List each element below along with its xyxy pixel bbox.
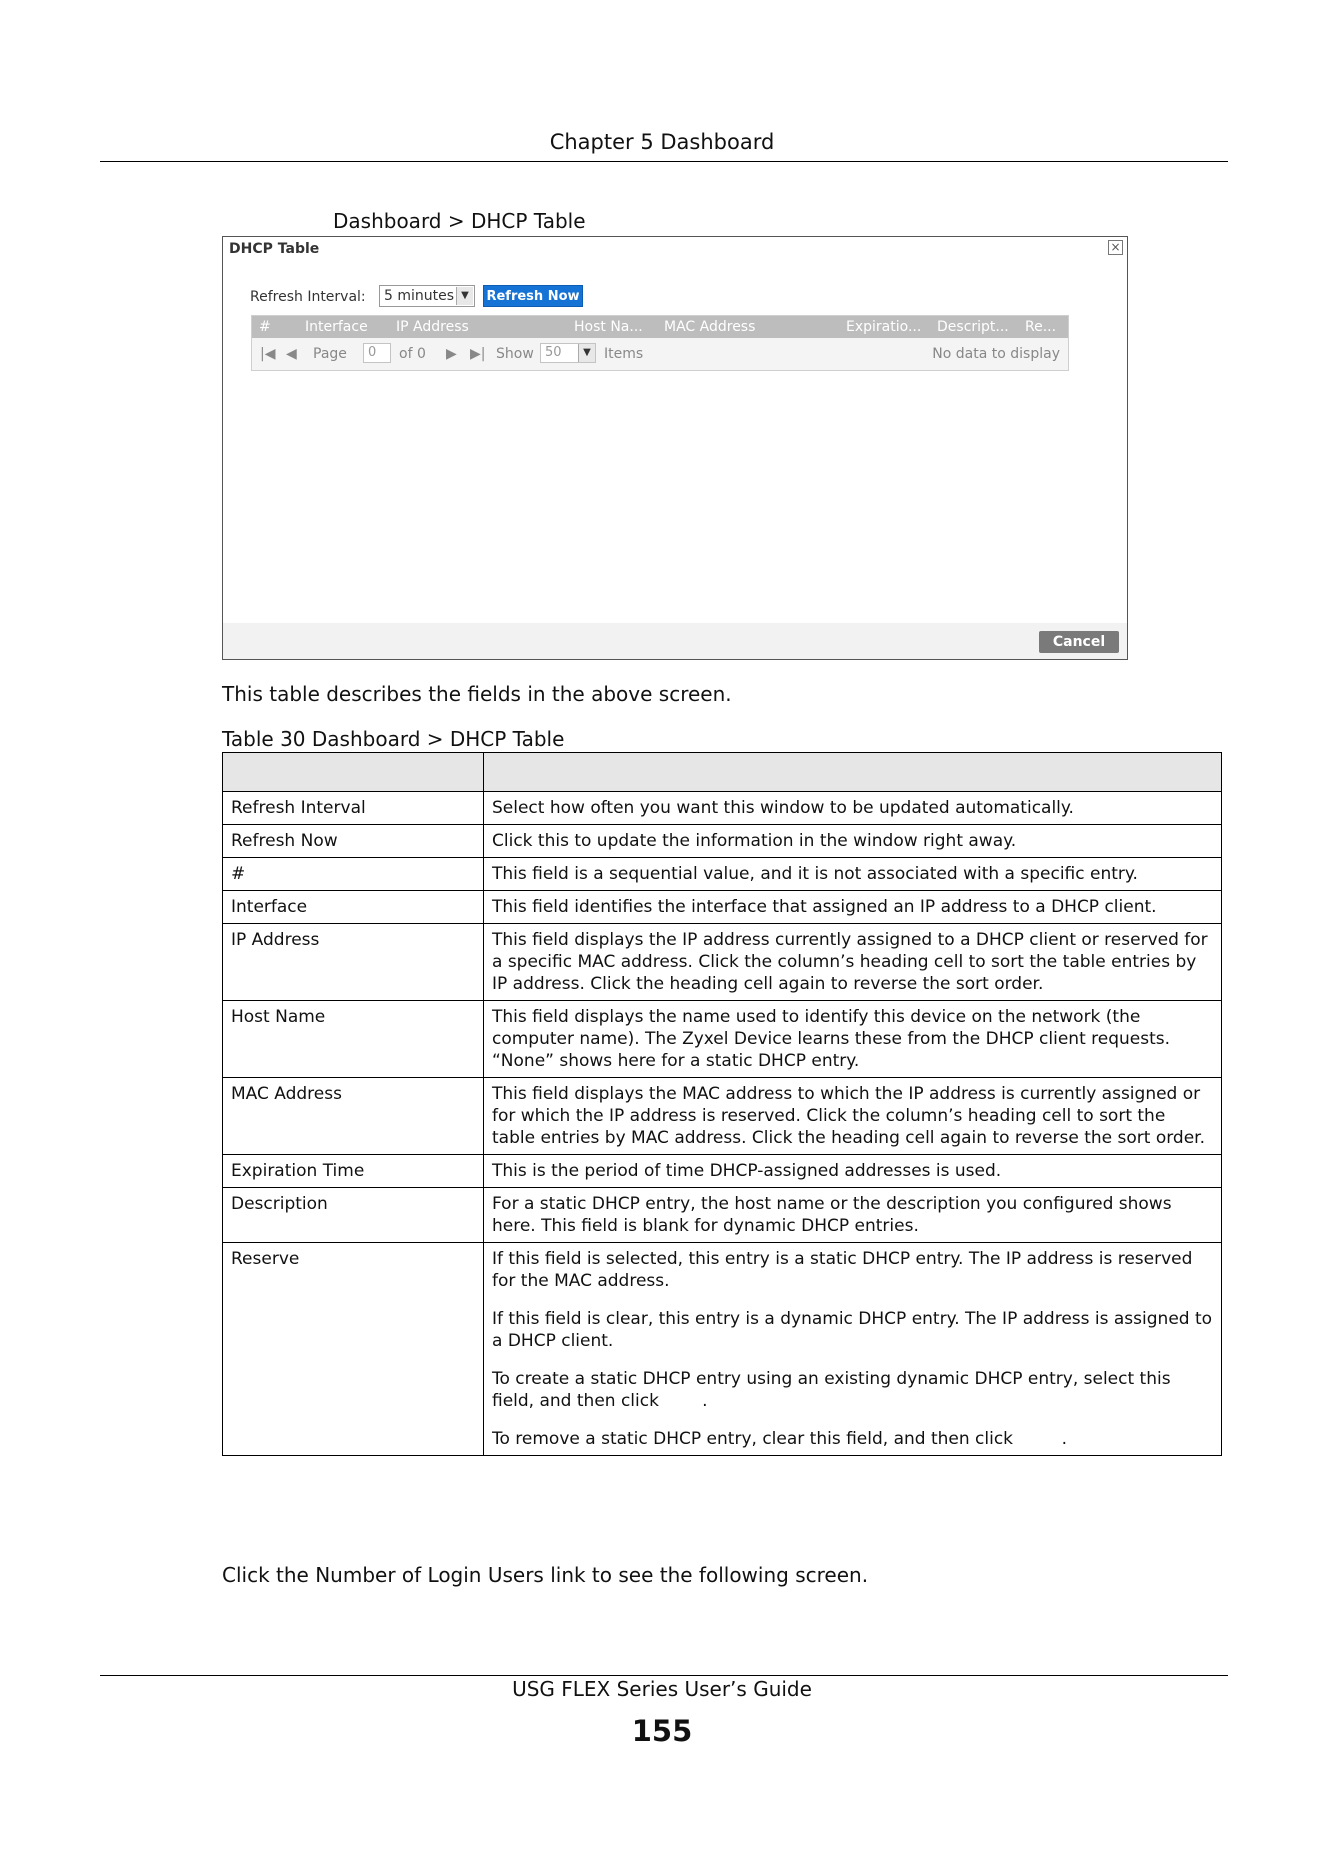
field-description-cell [484, 1078, 1222, 1155]
column-header-reserve[interactable]: Re... [1025, 319, 1057, 335]
field-description-cell [484, 858, 1222, 891]
column-header-mac-address[interactable]: MAC Address [664, 319, 756, 335]
description-paragraph: For a static DHCP entry, the host name or the description you configured shows here. This field is blank for dynamic DHCP entries. [492, 1194, 1177, 1236]
field-description-cell [484, 825, 1222, 858]
header-cell-label [223, 753, 484, 792]
grid-pager [252, 338, 1068, 370]
table-row [223, 825, 1222, 858]
table-row [223, 858, 1222, 891]
description-paragraph: This field displays the MAC address to which the IP address is currently assigned or for which the IP address is reserved. Click the column’s heading cell to sort the table entries by MAC address. Click the heading cell again to reverse the sort order. [492, 1084, 1206, 1148]
refresh-interval-select[interactable] [379, 285, 475, 307]
description-paragraph: To remove a static DHCP entry, clear this field, and then click . [492, 1429, 1068, 1449]
window-title: DHCP Table [229, 241, 320, 257]
table-caption: Table 30 Dashboard > DHCP Table [222, 727, 565, 751]
window-footer [223, 623, 1127, 659]
chapter-header: Chapter 5 Dashboard [549, 130, 775, 154]
refresh-interval-label: Refresh Interval: [250, 289, 366, 305]
table-row [223, 1188, 1222, 1243]
items-label: Items [604, 346, 644, 362]
cancel-button[interactable]: Cancel [1039, 631, 1119, 653]
table-header-row [223, 753, 1222, 792]
table-row [223, 924, 1222, 1001]
page-of-label: of 0 [399, 346, 426, 362]
column-header-description[interactable]: Descript... [937, 319, 1009, 335]
guide-title: USG FLEX Series User’s Guide [512, 1677, 812, 1701]
column-header-expiration[interactable]: Expiratio... [846, 319, 922, 335]
field-description-table [222, 752, 1222, 1456]
description-paragraph: If this field is clear, this entry is a dynamic DHCP entry. The IP address is assigned to a DHCP client. [492, 1309, 1218, 1351]
description-paragraph: This field displays the IP address currently assigned to a DHCP client or reserved for a specific MAC address. Click the column’s heading cell to sort the table entries by IP address. Click the heading cell again to reverse the sort order. [492, 930, 1214, 994]
header-rule [100, 161, 1228, 162]
field-description-cell [484, 891, 1222, 924]
column-header-interface[interactable]: Interface [305, 319, 368, 335]
field-name-cell: MAC Address [223, 1078, 484, 1155]
description-paragraph: Select how often you want this window to be updated automatically. [492, 798, 1074, 818]
field-name-cell: Interface [223, 891, 484, 924]
prev-page-icon[interactable]: ◀ [286, 346, 297, 362]
field-name-cell: IP Address [223, 924, 484, 1001]
field-name-cell: # [223, 858, 484, 891]
next-page-icon[interactable]: ▶ [446, 346, 457, 362]
grid-header [252, 316, 1068, 338]
page-label: Page [313, 346, 347, 362]
field-description-cell [484, 1001, 1222, 1078]
page-input[interactable]: 0 [363, 343, 391, 363]
items-per-page-value: 50 [545, 345, 562, 360]
description-paragraph: To create a static DHCP entry using an existing dynamic DHCP entry, select this field, and then click . [492, 1369, 1176, 1411]
description-paragraph: This field displays the name used to identify this device on the network (the computer name). The Zyxel Device learns these from the DHCP client requests. “None” shows here for a static DHCP entry. [492, 1007, 1176, 1071]
page-number: 155 [631, 1714, 693, 1748]
header-cell-description [484, 753, 1222, 792]
dhcp-grid [251, 315, 1069, 371]
intro-text: This table describes the fields in the above screen. [222, 682, 732, 706]
description-paragraph: This is the period of time DHCP-assigned addresses is used. [492, 1161, 1002, 1181]
column-header-host-name[interactable]: Host Na... [574, 319, 643, 335]
field-name-cell: Refresh Now [223, 825, 484, 858]
figure-caption: Dashboard > DHCP Table [333, 209, 586, 233]
first-page-icon[interactable]: |◀ [260, 346, 276, 362]
close-icon[interactable]: × [1108, 240, 1123, 255]
table-row [223, 1243, 1222, 1456]
field-name-cell: Host Name [223, 1001, 484, 1078]
table-body [223, 792, 1222, 1456]
items-per-page-select[interactable] [540, 343, 596, 363]
refresh-interval-value: 5 minutes [384, 288, 455, 304]
dhcp-table-window [222, 236, 1128, 660]
empty-grid-message: No data to display [932, 346, 1060, 362]
column-header-ip-address[interactable]: IP Address [396, 319, 469, 335]
field-description-cell [484, 1243, 1222, 1456]
column-header-number[interactable]: # [259, 319, 271, 335]
table-row [223, 792, 1222, 825]
table-row [223, 1001, 1222, 1078]
field-description-cell [484, 924, 1222, 1001]
table-row [223, 891, 1222, 924]
last-page-icon[interactable]: ▶| [470, 346, 486, 362]
table-row [223, 1078, 1222, 1155]
table-row [223, 1155, 1222, 1188]
footer-rule [100, 1675, 1228, 1676]
description-paragraph: Click this to update the information in the window right away. [492, 831, 1017, 851]
field-description-cell [484, 1155, 1222, 1188]
field-name-cell: Description [223, 1188, 484, 1243]
refresh-now-button[interactable]: Refresh Now [483, 285, 583, 307]
description-paragraph: This field is a sequential value, and it is not associated with a specific entry. [492, 864, 1138, 884]
closing-text: Click the Number of Login Users link to see the following screen. [222, 1563, 869, 1587]
chevron-down-icon: ▼ [578, 344, 595, 362]
show-label: Show [496, 346, 534, 362]
chevron-down-icon: ▼ [456, 287, 473, 305]
field-name-cell: Reserve [223, 1243, 484, 1456]
field-name-cell: Refresh Interval [223, 792, 484, 825]
description-paragraph: This field identifies the interface that assigned an IP address to a DHCP client. [492, 897, 1157, 917]
field-description-cell [484, 1188, 1222, 1243]
description-paragraph: If this field is selected, this entry is a static DHCP entry. The IP address is reserved for the MAC address. [492, 1249, 1198, 1291]
field-name-cell: Expiration Time [223, 1155, 484, 1188]
field-description-cell [484, 792, 1222, 825]
